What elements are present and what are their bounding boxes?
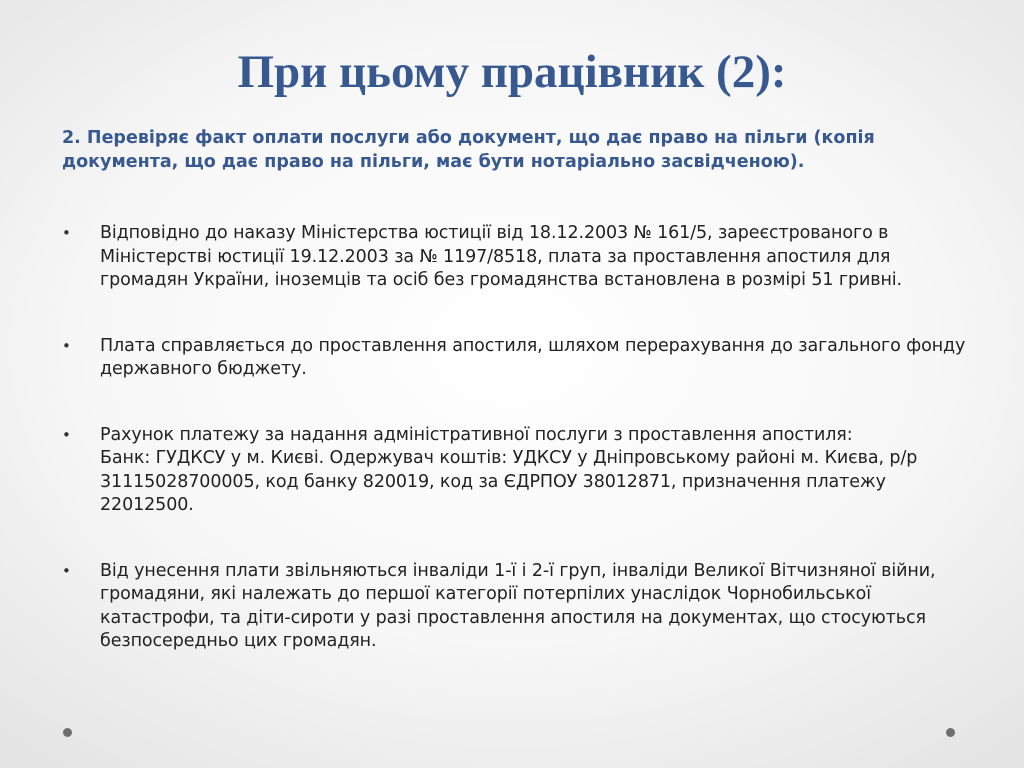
bullet-item (62, 335, 967, 382)
bullet-item (62, 222, 967, 293)
bullet-icon: • (62, 425, 71, 444)
bullet-icon: • (62, 561, 71, 580)
slide-title: При цьому працівник (2): (237, 46, 787, 98)
bullet-item (62, 424, 967, 518)
bullet-text: Відповідно до наказу Міністерства юстиції від 18.12.2003 № 161/5, зареєстрованого в Міністерстві юстиції 19.12.2003 за № 1197/8518, плата за проставлення апостиля для громадян України, іноземців та осіб без громадянства встановлена в розмірі 51 гривні. (100, 223, 903, 290)
bullet-icon: • (62, 336, 71, 355)
bullet-text: Від унесення плати звільняються інваліди 1-ї і 2-ї груп, інваліди Великої Вітчизняної війни, громадяни, які належать до першої категорії потерпілих унаслідок Чорнобильської катастрофи, та діти-сироти у разі проставлення апостиля на документах, що стосуються безпосередньо цих громадян. (100, 560, 936, 651)
bullet-text: Плата справляється до проставлення апостиля, шляхом перерахування до загального фонду державного бюджету. (100, 335, 966, 379)
bullet-item (62, 560, 967, 654)
bullet-icon: • (62, 224, 71, 242)
nav-dot-right-icon (946, 728, 955, 737)
nav-dot-left-icon (63, 728, 72, 737)
slide-subheading: 2. Перевіряє факт оплати послуги або документ, що дає право на пільги (копія документа, що дає право на пільги, має бути нотаріально засвідченою). (62, 128, 875, 172)
bullet-text: Рахунок платежу за надання адміністративної послуги з проставлення апостиля: Банк: ГУДКСУ у м. Києві. Одержувач коштів: УДКСУ у Дніпровському районі м. Києва, р/р 31115028700005, код банку 820019, код за ЄДРПОУ 38012871, призначення платежу 22012500. (100, 424, 918, 515)
bullet-list (62, 222, 967, 654)
